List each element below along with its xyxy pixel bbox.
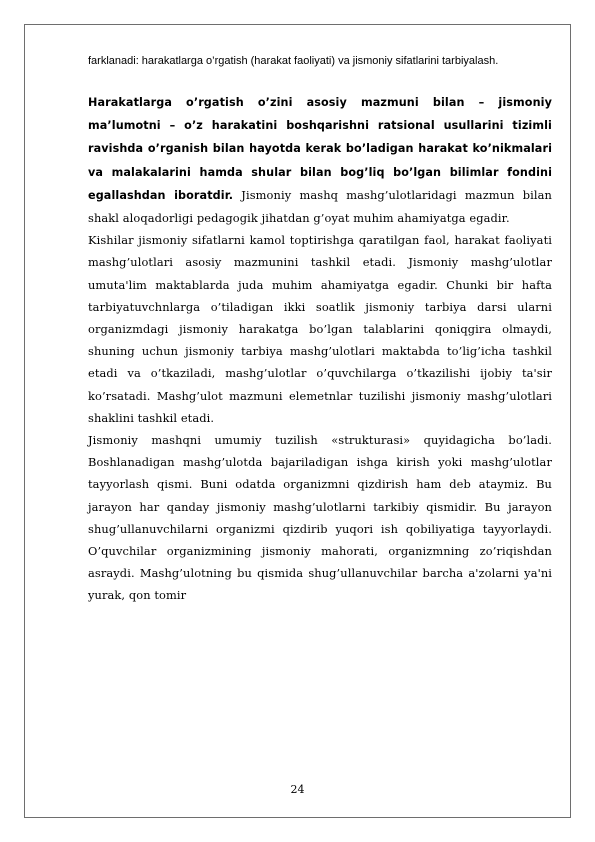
paragraph-1-bold: Harakatlarga o’rgatish o’zini asosiy mazmuni bilan – jismoniy ma’lumotni – o’z harakatini boshqarishni ratsional usullarini tizimli ravishda o’rganish bilan hayotda kerak bo’ladigan harakat ko’nikmalari va malakalarini hamda shular bilan bog’liq bo’lgan bilimlar fondini egallashdan iboratdir. (88, 96, 552, 202)
paragraph-2: Kishilar jismoniy sifatlarni kamol toptirishga qaratilgan faol, harakat faoliyati mashg’ulotlari asosiy mazmunini tashkil etadi. Jismoniy mashg’ulotlar umuta'lim maktablarda juda muhim ahamiyatga egadir. Chunki bir hafta tarbiyatuvchnlarga o’tiladigan ikki soatlik jismoniy tarbiya darsi ularni organizmdagi jismoniy harakatga bo’lgan talablarini qoniqgira olmaydi, shuning uchun jismoniy tarbiya mashg’ulotlari maktabda to’lig’icha tashkil etadi va o’tkaziladi, mashg’ulotlar o’quvchilarga o’tkazilishi ijobiy ta'sir ko’rsatadi. Mashg’ulot mazmuni elemetnlar tuzilishi jismoniy mashg’ulotlari shaklini tashkil etadi. (88, 233, 552, 425)
page-number: 24 (290, 783, 305, 796)
lead-text: farklanadi: harakatlarga o’rgatish (harakat faoliyati) va jismoniy sifatlarini tarbiyalash. (88, 55, 499, 67)
paragraph-3: Jismoniy mashqni umumiy tuzilish «strukturasi» quyidagicha bo’ladi. Boshlanadigan mashg’ulotda bajariladigan ishga kirish yoki mashg’ulotlar tayyorlash qismi. Buni odatda organizmni qizdirish ham deb ataymiz. Bu jarayon har qanday jismoniy mashg’ulotlarni tarkibiy qismidir. Bu jarayon shug’ullanuvchilarni organizmi qizdirib yuqori ish qobiliyatiga tayyorlaydi. O’quvchilar organizmining jismoniy mahorati, organizmning zo’riqishdan asraydi. Mashg’ulotning bu qismida shug’ullanuvchilar barcha a'zolarni ya'ni yurak, qon tomir (88, 433, 552, 603)
paragraph-1 (88, 91, 552, 229)
document-body (88, 51, 552, 607)
paragraph-1-rest: Jismoniy mashq mashg’ulotlaridagi mazmun bilan shakl aloqadorligi pedagogik jihatdan g’oyat muhim ahamiyatga egadir. (88, 187, 552, 226)
